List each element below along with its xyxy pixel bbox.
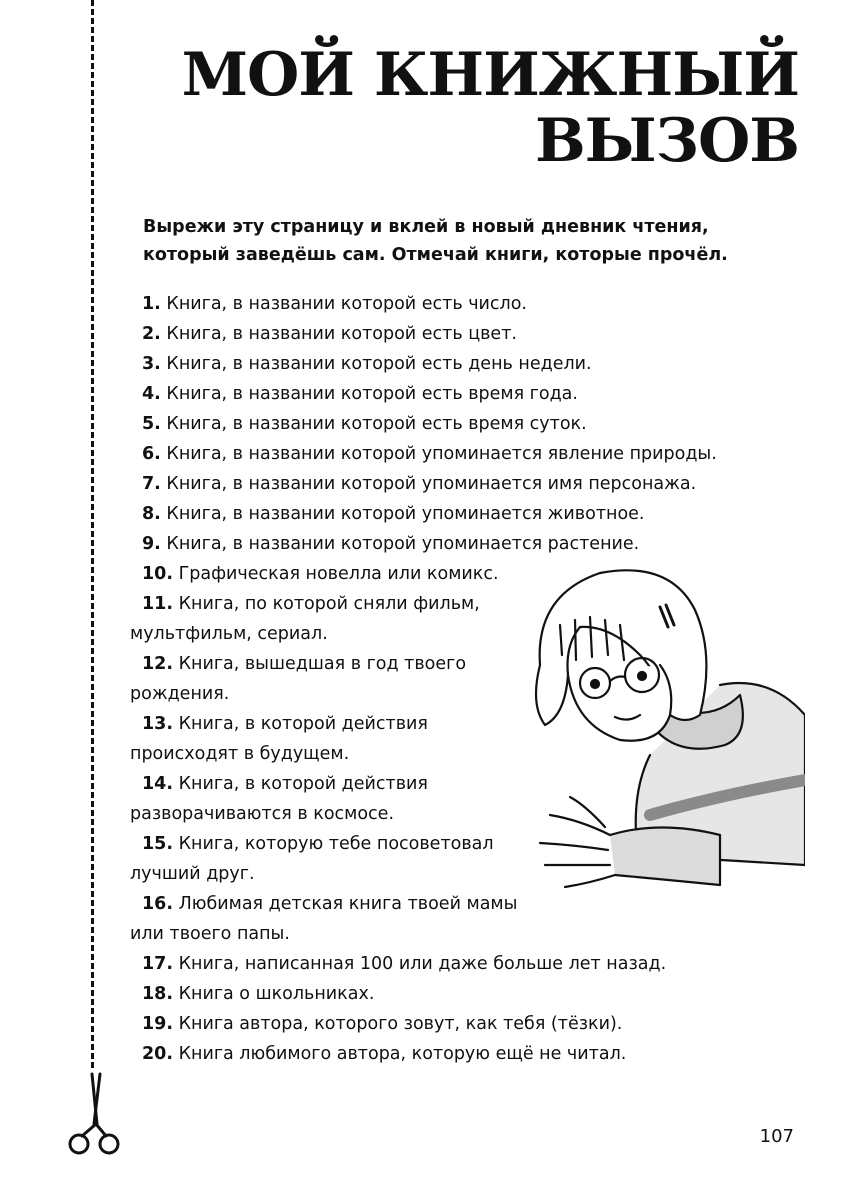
girl-with-glasses-illustration: [520, 565, 805, 915]
list-item: [130, 319, 810, 349]
list-item: [130, 349, 810, 379]
item-text: Книга, в названии которой есть время суток.: [160, 414, 587, 434]
item-number: 6.: [142, 444, 161, 464]
item-number: 10.: [142, 564, 174, 584]
item-number: 17.: [142, 954, 174, 974]
item-text: Книга, написанная 100 или даже больше лет назад.: [173, 954, 667, 974]
item-text: Книга, в названии которой упоминается растение.: [160, 534, 640, 554]
item-number: 12.: [142, 654, 174, 674]
item-text: Книга, в названии которой упоминается имя персонажа.: [160, 474, 697, 494]
item-number: 1.: [142, 294, 161, 314]
item-text: Книга, в которой действия происходят в будущем.: [130, 714, 428, 764]
list-item: [130, 889, 520, 949]
list-item: [130, 769, 520, 829]
item-number: 3.: [142, 354, 161, 374]
item-number: 7.: [142, 474, 161, 494]
item-text: Графическая новелла или комикс.: [173, 564, 499, 584]
instructions-line-2: который заведёшь сам. Отмечай книги, которые прочёл.: [143, 245, 728, 265]
list-item: [130, 1039, 810, 1069]
page-title: [182, 42, 799, 174]
instructions-line-1: Вырежи эту страницу и вклей в новый дневник чтения,: [143, 217, 709, 237]
list-item: [130, 529, 810, 559]
list-item: [130, 289, 810, 319]
item-text: Книга, которую тебе посоветовал лучший друг.: [130, 834, 494, 884]
list-item: [130, 949, 810, 979]
cut-line: [91, 0, 94, 1068]
item-number: 2.: [142, 324, 161, 344]
list-item: [130, 439, 810, 469]
scissors-icon: [66, 1072, 122, 1160]
item-text: Книга любимого автора, которую ещё не читал.: [173, 1044, 627, 1064]
list-item: [130, 379, 810, 409]
instructions: [143, 213, 783, 269]
list-item: [130, 1009, 810, 1039]
item-text: Книга о школьниках.: [173, 984, 375, 1004]
list-item: [130, 649, 520, 709]
item-text: Книга, в которой действия разворачиваются в космосе.: [130, 774, 428, 824]
item-text: Книга, в названии которой есть день недели.: [160, 354, 592, 374]
item-text: Книга, в названии которой есть время года.: [160, 384, 578, 404]
item-text: Книга, по которой сняли фильм, мультфильм, сериал.: [130, 594, 480, 644]
list-item: [130, 589, 520, 649]
item-text: Книга, вышедшая в год твоего рождения.: [130, 654, 467, 704]
item-number: 20.: [142, 1044, 174, 1064]
item-number: 19.: [142, 1014, 174, 1034]
item-number: 15.: [142, 834, 174, 854]
item-number: 14.: [142, 774, 174, 794]
item-number: 5.: [142, 414, 161, 434]
item-text: Книга автора, которого зовут, как тебя (тёзки).: [173, 1014, 623, 1034]
item-number: 4.: [142, 384, 161, 404]
title-line-2: ВЫЗОВ: [534, 106, 799, 176]
list-item: [130, 829, 520, 889]
item-text: Книга, в названии которой упоминается явление природы.: [160, 444, 717, 464]
item-number: 8.: [142, 504, 161, 524]
page-number: 107: [759, 1126, 794, 1147]
list-item: [130, 469, 810, 499]
item-number: 18.: [142, 984, 174, 1004]
list-item: [130, 409, 810, 439]
item-number: 11.: [142, 594, 174, 614]
item-text: Книга, в названии которой есть цвет.: [160, 324, 517, 344]
item-number: 16.: [142, 894, 174, 914]
list-item: [130, 709, 520, 769]
item-text: Любимая детская книга твоей мамы или твоего папы.: [130, 894, 518, 944]
list-item: [130, 499, 810, 529]
item-text: Книга, в названии которой упоминается животное.: [160, 504, 645, 524]
item-number: 9.: [142, 534, 161, 554]
item-number: 13.: [142, 714, 174, 734]
item-text: Книга, в названии которой есть число.: [160, 294, 527, 314]
title-line-1: МОЙ КНИЖНЫЙ: [181, 40, 799, 110]
list-item: [130, 979, 810, 1009]
